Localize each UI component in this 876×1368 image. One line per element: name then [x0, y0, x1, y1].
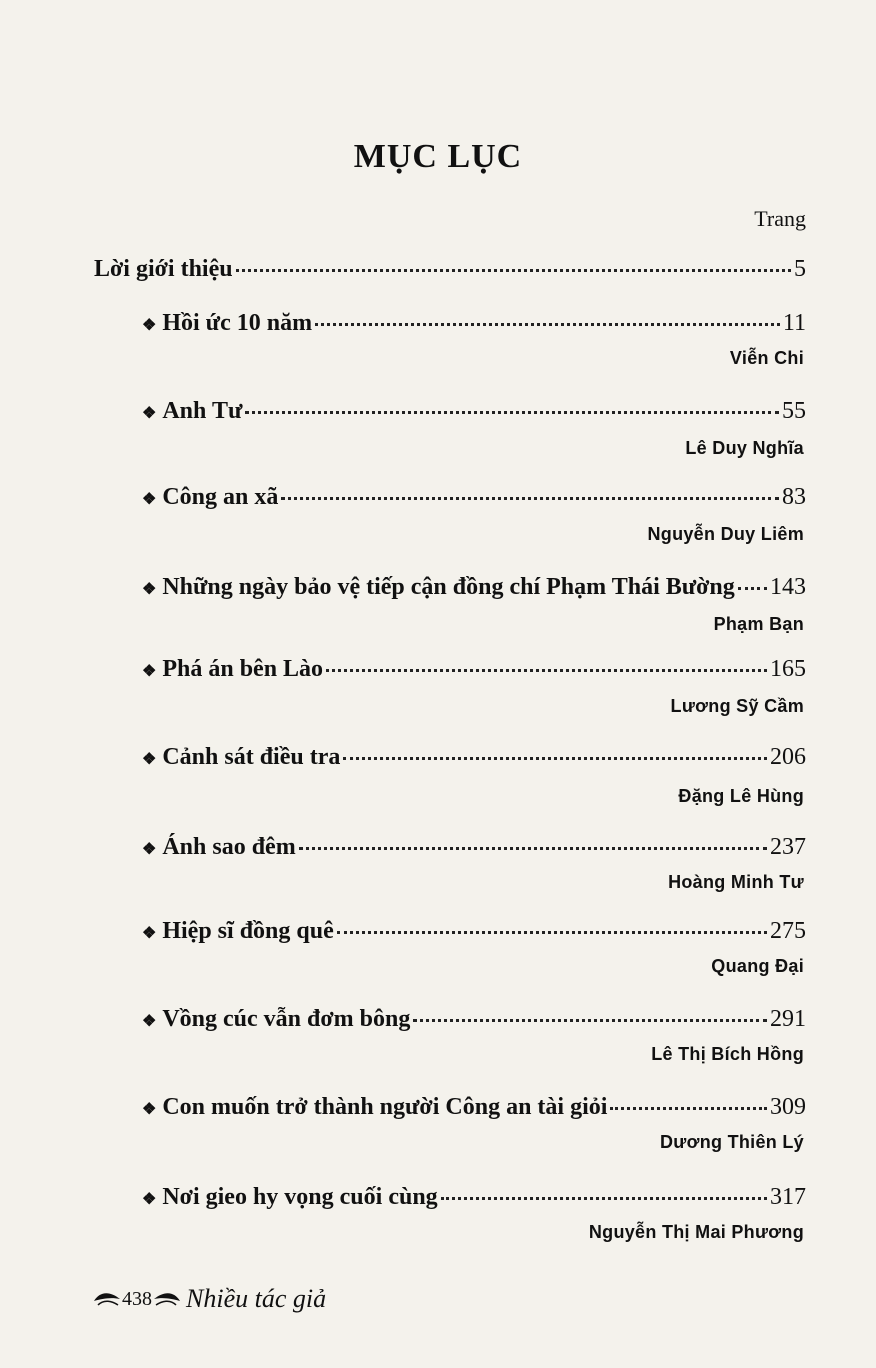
dot-leader: [281, 497, 779, 500]
footer-page-number: 438: [122, 1287, 152, 1310]
dot-leader: [738, 587, 767, 590]
entry-page: 5: [794, 256, 806, 282]
entry-author: Quang Đại: [711, 956, 804, 976]
entry-author: Nguyễn Thị Mai Phương: [588, 1222, 804, 1242]
diamond-bullet-icon: ❖: [142, 317, 157, 334]
entry-author: Lê Thị Bích Hồng: [651, 1044, 804, 1064]
diamond-bullet-icon: ❖: [142, 405, 157, 422]
dot-leader: [413, 1019, 767, 1022]
leaf-ornament-icon: [92, 1289, 122, 1309]
entry-title: Công an xã: [162, 484, 279, 510]
dot-leader: [315, 323, 780, 326]
entry-page: 165: [770, 656, 806, 682]
diamond-bullet-icon: ❖: [142, 841, 157, 858]
entry-page: 317: [770, 1184, 806, 1210]
entry-author: Phạm Bạn: [713, 614, 804, 634]
diamond-bullet-icon: ❖: [142, 663, 157, 680]
page-footer: [92, 1284, 326, 1314]
entry-author: Lương Sỹ Cầm: [670, 696, 804, 716]
toc-entry: [142, 310, 806, 337]
entry-title: Những ngày bảo vệ tiếp cận đồng chí Phạm Thái Bường: [162, 574, 735, 600]
diamond-bullet-icon: ❖: [142, 491, 157, 508]
entry-title: Vồng cúc vẫn đơm bông: [162, 1006, 411, 1032]
page-column-label: Trang: [754, 206, 806, 231]
toc-entry: [142, 1184, 806, 1211]
dot-leader: [245, 411, 779, 414]
entry-author: Hoàng Minh Tư: [668, 872, 804, 892]
toc-entry: [142, 744, 806, 771]
entry-page: 83: [782, 484, 806, 510]
diamond-bullet-icon: ❖: [142, 1191, 157, 1208]
entry-title: Ánh sao đêm: [162, 834, 296, 860]
dot-leader: [610, 1107, 767, 1110]
toc-entry: [142, 398, 806, 425]
toc-entry: [142, 484, 806, 511]
diamond-bullet-icon: ❖: [142, 1101, 157, 1118]
entry-page: 275: [770, 918, 806, 944]
dot-leader: [299, 847, 767, 850]
dot-leader: [236, 269, 791, 272]
entry-title: Phá án bên Lào: [162, 656, 324, 682]
dot-leader: [337, 931, 767, 934]
entry-title: Cảnh sát điều tra: [162, 744, 341, 770]
diamond-bullet-icon: ❖: [142, 925, 157, 942]
entry-title: Hồi ức 10 năm: [162, 310, 313, 336]
entry-author: Nguyễn Duy Liêm: [647, 524, 804, 544]
diamond-bullet-icon: ❖: [142, 1013, 157, 1030]
page-title: MỤC LỤC: [353, 138, 523, 175]
dot-leader: [326, 669, 767, 672]
toc-entry: [142, 574, 806, 601]
toc-entry: [142, 656, 806, 683]
entry-author: Đặng Lê Hùng: [678, 786, 804, 806]
entry-author: Viễn Chi: [729, 348, 804, 368]
entry-page: 206: [770, 744, 806, 770]
entry-title: Nơi gieo hy vọng cuối cùng: [162, 1184, 438, 1210]
entry-author: Lê Duy Nghĩa: [685, 438, 804, 458]
entry-title: Hiệp sĩ đồng quê: [162, 918, 334, 944]
toc-entry: [142, 834, 806, 861]
diamond-bullet-icon: ❖: [142, 581, 157, 598]
toc-entry: [142, 1094, 806, 1121]
entry-page: 55: [782, 398, 806, 424]
dot-leader: [343, 757, 767, 760]
entry-title: Lời giới thiệu: [94, 256, 233, 282]
entry-page: 291: [770, 1006, 806, 1032]
leaf-ornament-icon: [152, 1289, 182, 1309]
footer-book-author: Nhiều tác giả: [186, 1284, 327, 1313]
entry-title: Con muốn trở thành người Công an tài giỏi: [162, 1094, 608, 1120]
entry-title: Anh Tư: [162, 398, 243, 424]
toc-entry: [142, 918, 806, 945]
diamond-bullet-icon: ❖: [142, 751, 157, 768]
entry-author: Dương Thiên Lý: [659, 1132, 804, 1152]
toc-entry: [142, 1006, 806, 1033]
entry-page: 237: [770, 834, 806, 860]
entry-page: 11: [782, 310, 806, 336]
dot-leader: [441, 1197, 767, 1200]
toc-entry: [94, 256, 806, 283]
entry-page: 143: [770, 574, 806, 600]
entry-page: 309: [770, 1094, 806, 1120]
